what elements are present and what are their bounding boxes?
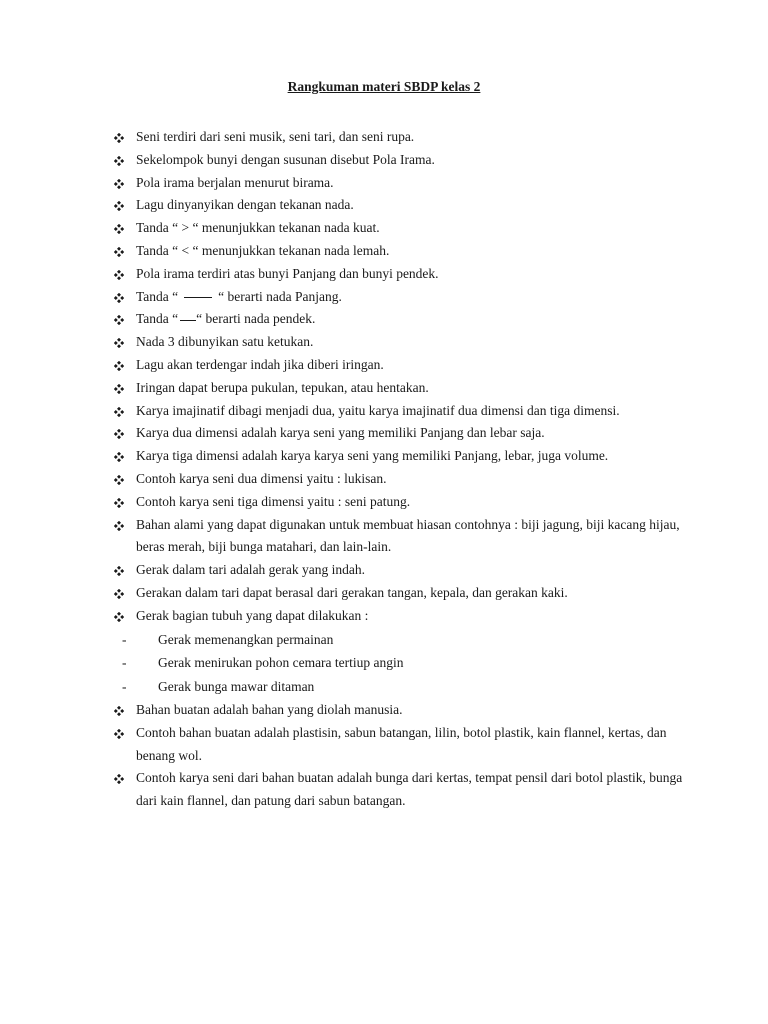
list-item	[112, 514, 702, 560]
list-item	[112, 126, 702, 149]
list-item-text: Lagu dinyanyikan dengan tekanan nada.	[136, 197, 354, 213]
list-item	[112, 263, 702, 286]
list-item-text: Gerak bagian tubuh yang dapat dilakukan :	[136, 607, 369, 623]
list-item-text: Iringan dapat berupa pukulan, tepukan, atau hentakan.	[136, 379, 429, 395]
list-item-text: Lagu akan terdengar indah jika diberi iringan.	[136, 356, 384, 372]
diamond-dots-icon	[114, 338, 124, 348]
diamond-dots-icon	[114, 774, 124, 784]
diamond-dots-icon	[114, 498, 124, 508]
diamond-dots-icon	[114, 452, 124, 462]
list-item	[112, 400, 702, 423]
list-item-text: Contoh karya seni dua dimensi yaitu : lukisan.	[136, 470, 387, 486]
list-item-text: Gerak dalam tari adalah gerak yang indah.	[136, 562, 366, 578]
list-item-text: Sekelompok bunyi dengan susunan disebut Pola Irama.	[136, 151, 435, 167]
diamond-dots-icon	[114, 315, 124, 325]
document-title: Rangkuman materi SBDP kelas 2	[287, 79, 481, 94]
diamond-dots-icon	[114, 475, 124, 485]
list-item-prefix: Tanda “	[136, 311, 179, 327]
diamond-dots-icon	[114, 521, 124, 531]
diamond-dots-icon	[114, 156, 124, 166]
list-item-text: Pola irama terdiri atas bunyi Panjang dan bunyi pendek.	[136, 265, 439, 281]
list-item-text: Tanda “ > “ menunjukkan tekanan nada kuat.	[136, 220, 380, 236]
list-item	[112, 172, 702, 195]
diamond-dots-icon	[114, 247, 124, 257]
list-item	[112, 149, 702, 172]
diamond-dots-icon	[114, 706, 124, 716]
list-item-text: Contoh karya seni dari bahan buatan adalah bunga dari kertas, tempat pensil dari botol plastik, bunga dari kain flannel, dan patung dari sabun batangan.	[136, 770, 683, 809]
list-item	[112, 422, 702, 445]
list-item-suffix: “ berarti nada pendek.	[196, 311, 316, 327]
list-item	[112, 240, 702, 263]
list-item	[112, 331, 702, 354]
list-item	[112, 699, 702, 722]
diamond-dots-icon	[114, 224, 124, 234]
short-note-line-icon	[180, 320, 196, 321]
diamond-dots-icon	[114, 201, 124, 211]
sub-list-item-text: Gerak bunga mawar ditaman	[158, 679, 315, 695]
diamond-dots-icon	[114, 293, 124, 303]
list-item-text: Karya imajinatif dibagi menjadi dua, yaitu karya imajinatif dua dimensi dan tiga dimensi.	[136, 402, 620, 418]
list-item-text: Contoh karya seni tiga dimensi yaitu : seni patung.	[136, 493, 411, 509]
diamond-dots-icon	[114, 729, 124, 739]
list-item-text: Karya tiga dimensi adalah karya karya seni yang memiliki Panjang, lebar, juga volume.	[136, 448, 609, 464]
list-item-text: Pola irama berjalan menurut birama.	[136, 174, 334, 190]
list-item-text: Bahan alami yang dapat digunakan untuk membuat hiasan contohnya : biji jagung, biji kacang hijau, beras merah, biji bunga matahari, dan lain-lain.	[136, 516, 680, 555]
list-item	[112, 767, 702, 813]
sub-list-item	[112, 651, 702, 675]
list-item-text: Karya dua dimensi adalah karya seni yang memiliki Panjang dan lebar saja.	[136, 425, 545, 441]
summary-list	[112, 126, 702, 813]
list-item	[112, 308, 702, 331]
list-item	[112, 722, 702, 768]
list-item-text: Gerakan dalam tari dapat berasal dari gerakan tangan, kepala, dan gerakan kaki.	[136, 584, 568, 600]
list-item-prefix: Tanda “	[136, 288, 179, 304]
sub-list-item-text: Gerak memenangkan permainan	[158, 631, 334, 647]
dash-marker: -	[122, 655, 127, 671]
diamond-dots-icon	[114, 384, 124, 394]
list-item	[112, 194, 702, 217]
sub-list-item	[112, 675, 702, 699]
diamond-dots-icon	[114, 612, 124, 622]
dash-marker: -	[122, 631, 127, 647]
list-item	[112, 445, 702, 468]
diamond-dots-icon	[114, 407, 124, 417]
list-item	[112, 559, 702, 582]
list-item-text: Tanda “ < “ menunjukkan tekanan nada lemah.	[136, 242, 390, 258]
diamond-dots-icon	[114, 566, 124, 576]
list-item	[112, 491, 702, 514]
diamond-dots-icon	[114, 133, 124, 143]
diamond-dots-icon	[114, 429, 124, 439]
list-item-text: Bahan buatan adalah bahan yang diolah manusia.	[136, 701, 403, 717]
list-item-text: Contoh bahan buatan adalah plastisin, sabun batangan, lilin, botol plastik, kain flannel, kertas, dan benang wol.	[136, 724, 667, 763]
list-item-text: Nada 3 dibunyikan satu ketukan.	[136, 334, 314, 350]
diamond-dots-icon	[114, 589, 124, 599]
list-item	[112, 286, 702, 309]
list-item	[112, 377, 702, 400]
list-item	[112, 582, 702, 605]
list-item-text: Seni terdiri dari seni musik, seni tari, dan seni rupa.	[136, 129, 415, 144]
list-item	[112, 354, 702, 377]
list-item	[112, 605, 702, 628]
diamond-dots-icon	[114, 179, 124, 189]
list-item	[112, 217, 702, 240]
list-item-suffix: “ berarti nada Panjang.	[218, 288, 342, 304]
diamond-dots-icon	[114, 270, 124, 280]
long-note-line-icon	[184, 297, 212, 298]
diamond-dots-icon	[114, 361, 124, 371]
sub-list-item	[112, 628, 702, 652]
list-item	[112, 468, 702, 491]
dash-marker: -	[122, 679, 127, 695]
sub-list-item-text: Gerak menirukan pohon cemara tertiup angin	[158, 655, 404, 671]
